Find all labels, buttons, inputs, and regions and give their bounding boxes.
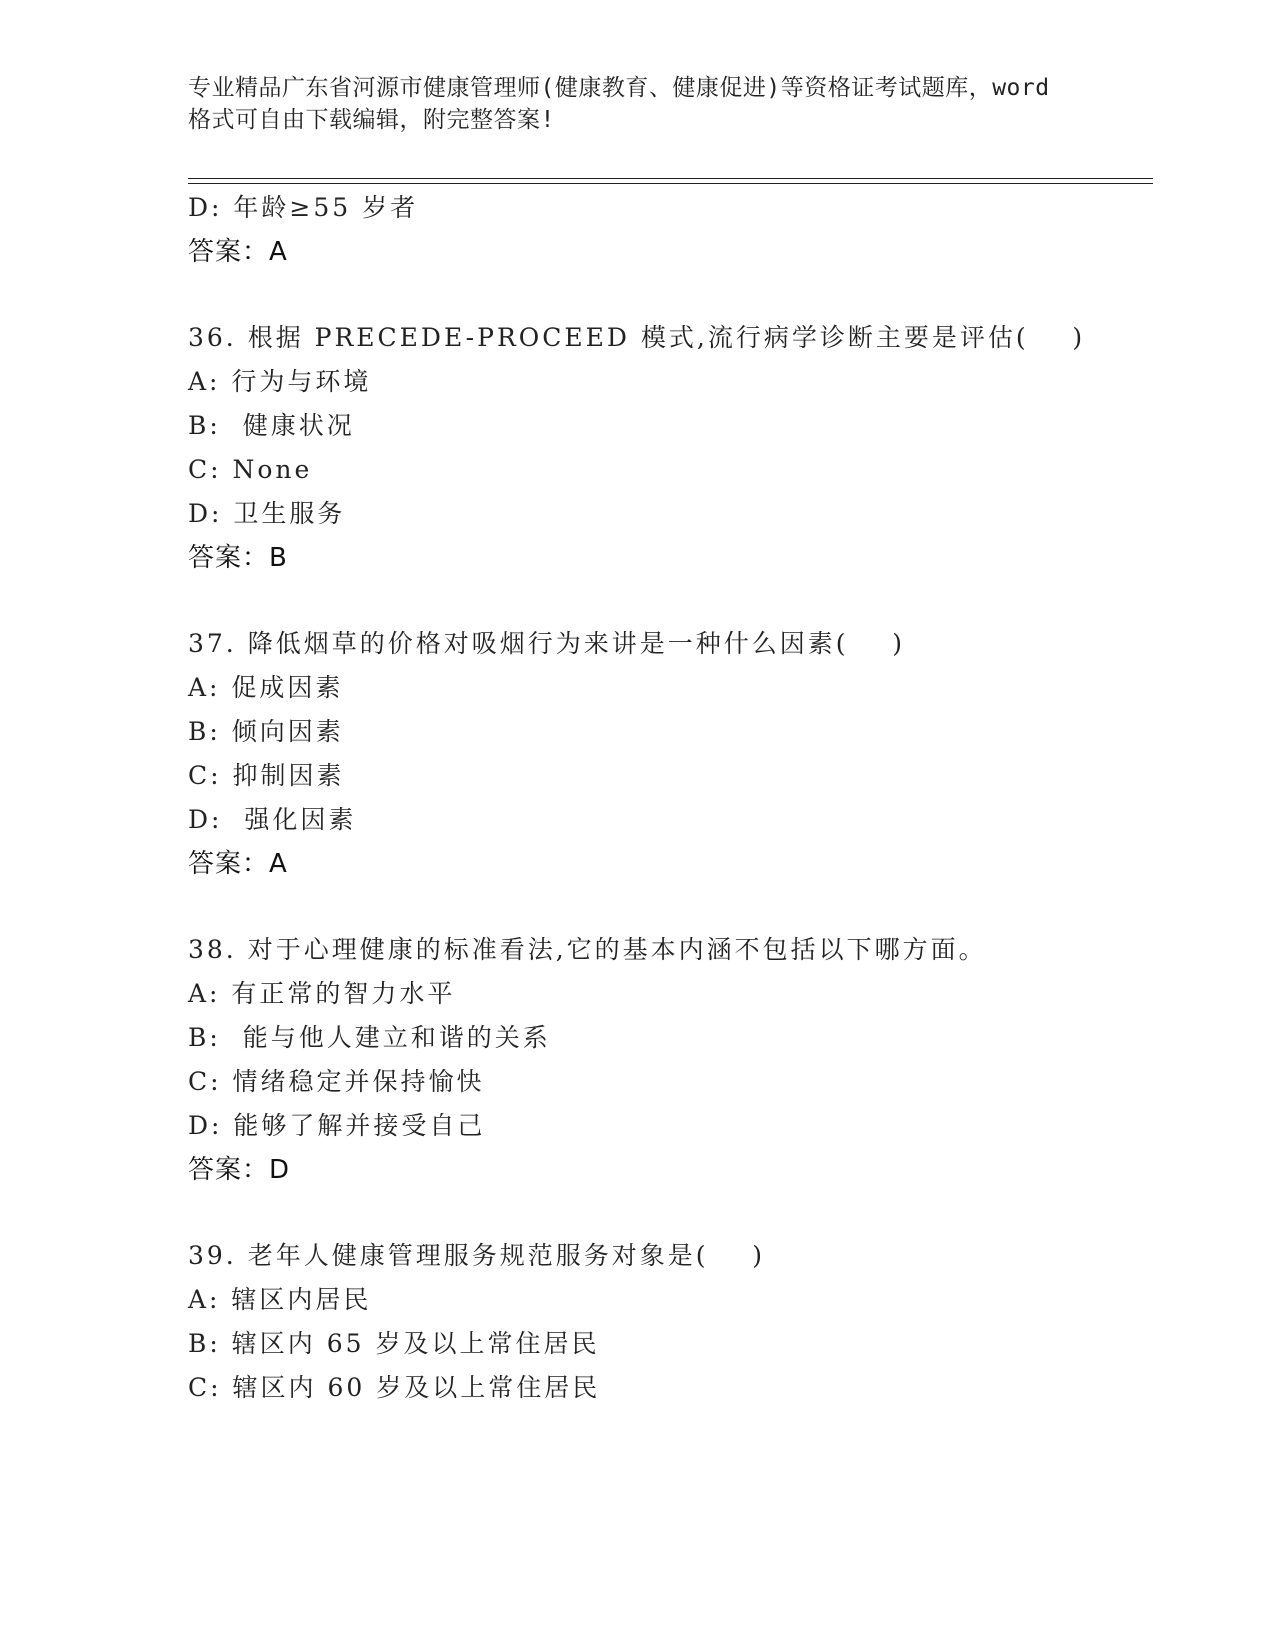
question-36-option-d: D: 卫生服务 [188,499,346,528]
question-38-option-b: B: 能与他人建立和谐的关系 [188,1023,551,1052]
question-37-option-a: A: 促成因素 [188,673,344,702]
header-divider-top [188,178,1153,179]
question-36-option-c: C: None [188,455,313,484]
header-divider-bottom [188,183,1153,184]
question-38-stem: 38. 对于心理健康的标准看法,它的基本内涵不包括以下哪方面。 [188,935,987,964]
question-36-option-a: A: 行为与环境 [188,367,372,396]
prev-option-d: D: 年龄≥55 岁者 [188,193,419,222]
question-37-option-d: D: 强化因素 [188,805,357,834]
question-39-option-b: B: 辖区内 65 岁及以上常住居民 [188,1329,600,1358]
question-39-option-a: A: 辖区内居民 [188,1285,372,1314]
question-37-option-b: B: 倾向因素 [188,717,344,746]
question-38-option-c: C: 情绪稳定并保持愉快 [188,1067,485,1096]
document-header [188,72,1088,136]
question-38-answer: 答案：D [188,1155,291,1185]
question-38-option-d: D: 能够了解并接受自己 [188,1111,486,1140]
question-36-option-b: B: 健康状况 [188,411,355,440]
question-38-option-a: A: 有正常的智力水平 [188,979,456,1008]
header-line-1: 专业精品广东省河源市健康管理师(健康教育、健康促进)等资格证考试题库，word [188,75,1050,101]
question-39-stem: 39. 老年人健康管理服务规范服务对象是( ) [188,1241,766,1270]
header-line-2: 格式可自由下载编辑，附完整答案! [188,107,555,133]
question-39-option-c: C: 辖区内 60 岁及以上常住居民 [188,1373,601,1402]
question-36-answer: 答案：B [188,543,288,573]
question-37-stem: 37. 降低烟草的价格对吸烟行为来讲是一种什么因素( ) [188,629,906,658]
question-36-stem: 36. 根据 PRECEDE-PROCEED 模式,流行病学诊断主要是评估( ) [188,323,1086,352]
question-37-answer: 答案：A [188,849,288,879]
question-37-option-c: C: 抑制因素 [188,761,345,790]
prev-answer: 答案：A [188,237,288,267]
